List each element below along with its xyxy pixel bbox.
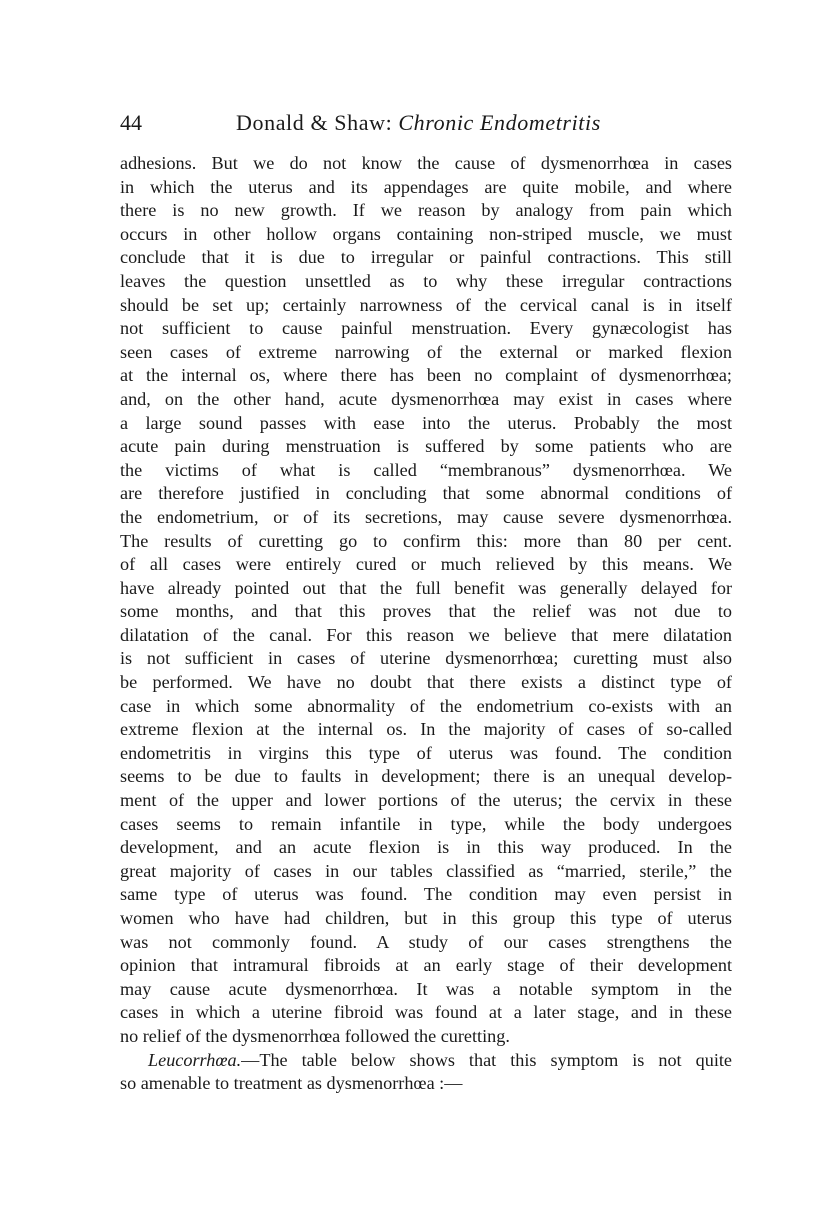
text-line: is not sufficient in cases of uterine dysmenorrhœa; curetting must also [120, 648, 732, 669]
text-line: leaves the question unsettled as to why these irregular contractions [120, 270, 732, 291]
text-line: of all cases were entirely cured or much relieved by this means. We [120, 554, 732, 575]
text-line: opinion that intramural fibroids at an early stage of their development [120, 955, 732, 976]
text-line: women who have had children, but in this group this type of uterus [120, 908, 732, 928]
text-line: so amenable to treatment as dysmenorrhœa :— [120, 1073, 463, 1094]
text-line: cases in which a uterine fibroid was found at a later stage, and in these [120, 1002, 732, 1023]
text-line: same type of uterus was found. The condition may even persist in [120, 884, 732, 905]
text-line: and, on the other hand, acute dysmenorrhœa may exist in cases where [120, 388, 732, 409]
text-line: development, and an acute flexion is in this way produced. In the [120, 837, 732, 858]
text-line: adhesions. But we do not know the cause of dysmenorrhœa in cases [120, 153, 732, 173]
text-line: in which the uterus and its appendages are quite mobile, and where [120, 176, 732, 197]
text-line: should be set up; certainly narrowness of the cervical canal is in itself [120, 294, 732, 315]
text-line: seems to be due to faults in development; there is an unequal develop- [120, 766, 732, 787]
text-line: may cause acute dysmenorrhœa. It was a notable symptom in the [120, 978, 732, 999]
text-line: dilatation of the canal. For this reason we believe that mere dilatation [120, 624, 732, 645]
text-line: great majority of cases in our tables classified as “married, sterile,” the [120, 860, 732, 881]
text-line: extreme flexion at the internal os. In the majority of cases of so-called [120, 719, 732, 740]
header-title [236, 108, 601, 138]
body-text [120, 152, 732, 1096]
leucorrhoea-line-text: —The table below shows that this symptom is not quite [241, 1049, 732, 1070]
running-head [120, 108, 732, 138]
text-line: conclude that it is due to irregular or painful contractions. This still [120, 247, 732, 268]
text-line: seen cases of extreme narrowing of the external or marked flexion [120, 341, 732, 362]
header-authors: Donald & Shaw [236, 110, 386, 135]
page-number: 44 [120, 110, 142, 135]
text-line: acute pain during menstruation is suffered by some patients who are [120, 436, 732, 457]
text-line: case in which some abnormality of the endometrium co-exists with an [120, 695, 732, 716]
text-line: be performed. We have no doubt that there exists a distinct type of [120, 672, 732, 693]
text-line: no relief of the dysmenorrhœa followed the curetting. [120, 1025, 510, 1046]
header-subject: Chronic Endometritis [398, 110, 601, 135]
text-line: cases seems to remain infantile in type, while the body undergoes [120, 813, 732, 834]
text-line: The results of curetting go to confirm this: more than 80 per cent. [120, 530, 732, 551]
leucorrhoea-paragraph-start [120, 1049, 732, 1073]
text-line: was not commonly found. A study of our cases strengthens the [120, 931, 732, 952]
text-line: are therefore justified in concluding that some abnormal conditions of [120, 483, 732, 504]
text-line: there is no new growth. If we reason by analogy from pain which [120, 200, 732, 221]
text-line: have already pointed out that the full benefit was generally delayed for [120, 577, 732, 598]
header-separator: : [385, 110, 393, 135]
text-line: endometritis in virgins this type of uterus was found. The condition [120, 742, 732, 763]
text-line: the victims of what is called “membranous” dysmenorrhœa. We [120, 459, 732, 480]
leucorrhoea-heading: Leucorrhœa. [148, 1049, 242, 1070]
text-line: not sufficient to cause painful menstruation. Every gynæcologist has [120, 318, 732, 339]
text-line: ment of the upper and lower portions of the uterus; the cervix in these [120, 790, 732, 811]
text-line: at the internal os, where there has been no complaint of dysmenorrhœa; [120, 365, 732, 386]
text-line: the endometrium, or of its secretions, may cause severe dysmenorrhœa. [120, 506, 732, 527]
text-line: some months, and that this proves that the relief was not due to [120, 601, 732, 622]
text-line: occurs in other hollow organs containing non-striped muscle, we must [120, 223, 732, 244]
text-line: a large sound passes with ease into the uterus. Probably the most [120, 412, 732, 433]
